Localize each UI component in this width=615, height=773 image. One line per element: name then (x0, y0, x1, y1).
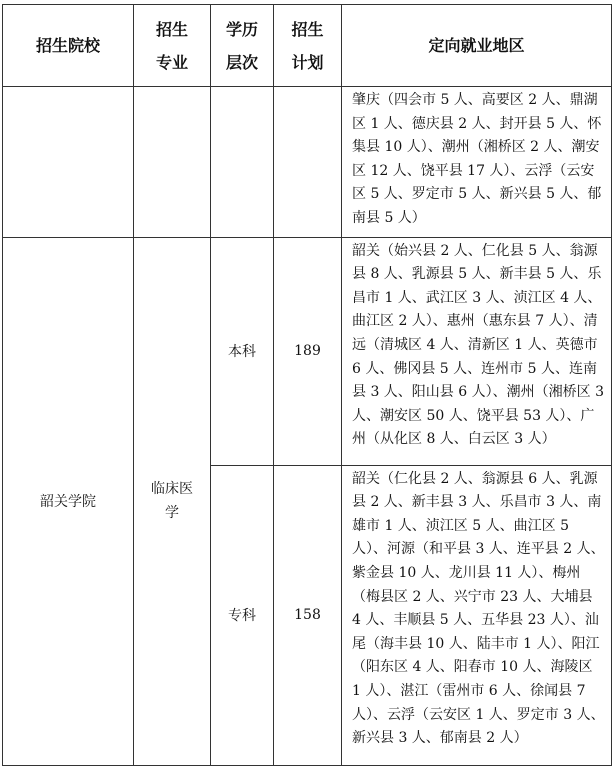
level-cell (211, 87, 274, 238)
level-header-line-2: 层次 (225, 52, 258, 72)
admission-plan-table (2, 4, 612, 766)
table-row (3, 87, 612, 238)
college-cell: 韶关学院 (3, 237, 134, 765)
major-header (134, 5, 211, 87)
table-header-row (3, 5, 612, 87)
level-header-line-1: 学历 (225, 19, 258, 39)
region-header: 定向就业地区 (342, 5, 612, 87)
major-cell (134, 87, 211, 238)
level-header (211, 5, 274, 87)
plan-cell: 189 (274, 237, 342, 465)
plan-header-line-1: 招生 (291, 19, 324, 39)
major-text: 临床医学 (151, 481, 193, 522)
plan-cell (274, 87, 342, 238)
college-cell (3, 87, 134, 238)
level-cell: 本科 (211, 237, 274, 465)
major-cell (134, 237, 211, 765)
plan-cell: 158 (274, 465, 342, 765)
plan-header-line-2: 计划 (291, 52, 324, 72)
region-cell: 韶关（始兴县 2 人、仁化县 5 人、翁源县 8 人、乳源县 5 人、新丰县 5 人、乐昌市 1 人、武江区 3 人、浈江区 4 人、曲江区 2 人）、惠州（惠东县 7 人）、清远（清城区 4 人、清新区 1 人、英德市 6 人、佛冈县 5 人、连州市 5 人、连南县 3 人、阳山县 6 人）、潮州（湘桥区 3 人、潮安区 50 人、饶平县 53 人）、广州（从化区 8 人、白云区 3 人） (342, 237, 612, 465)
plan-header (274, 5, 342, 87)
region-cell: 韶关（仁化县 2 人、翁源县 6 人、乳源县 2 人、新丰县 3 人、乐昌市 3 人、南雄市 1 人、浈江区 5 人、曲江区 5 人）、河源（和平县 3 人、连平县 2 人、紫金县 10 人、龙川县 11 人）、梅州（梅县区 2 人、兴宁市 23 人、大埔县 4 人、丰顺县 5 人、五华县 23 人）、汕尾（海丰县 10 人、陆丰市 1 人）、阳江（阳东区 4 人、阳春市 10 人、海陵区 1 人）、湛江（雷州市 6 人、徐闻县 7 人）、云浮（云安区 1 人、罗定市 3 人、新兴县 3 人、郁南县 2 人） (342, 465, 612, 765)
table-row (3, 237, 612, 465)
region-cell: 肇庆（四会市 5 人、高要区 2 人、鼎湖区 1 人、德庆县 2 人、封开县 5 人、怀集县 10 人）、潮州（湘桥区 2 人、潮安区 12 人、饶平县 17 人）、云浮（云安区 5 人、罗定市 5 人、新兴县 5 人、郁南县 5 人） (342, 87, 612, 238)
major-header-line-1: 招生 (155, 19, 188, 39)
major-header-line-2: 专业 (155, 52, 188, 72)
college-header: 招生院校 (3, 5, 134, 87)
level-cell: 专科 (211, 465, 274, 765)
